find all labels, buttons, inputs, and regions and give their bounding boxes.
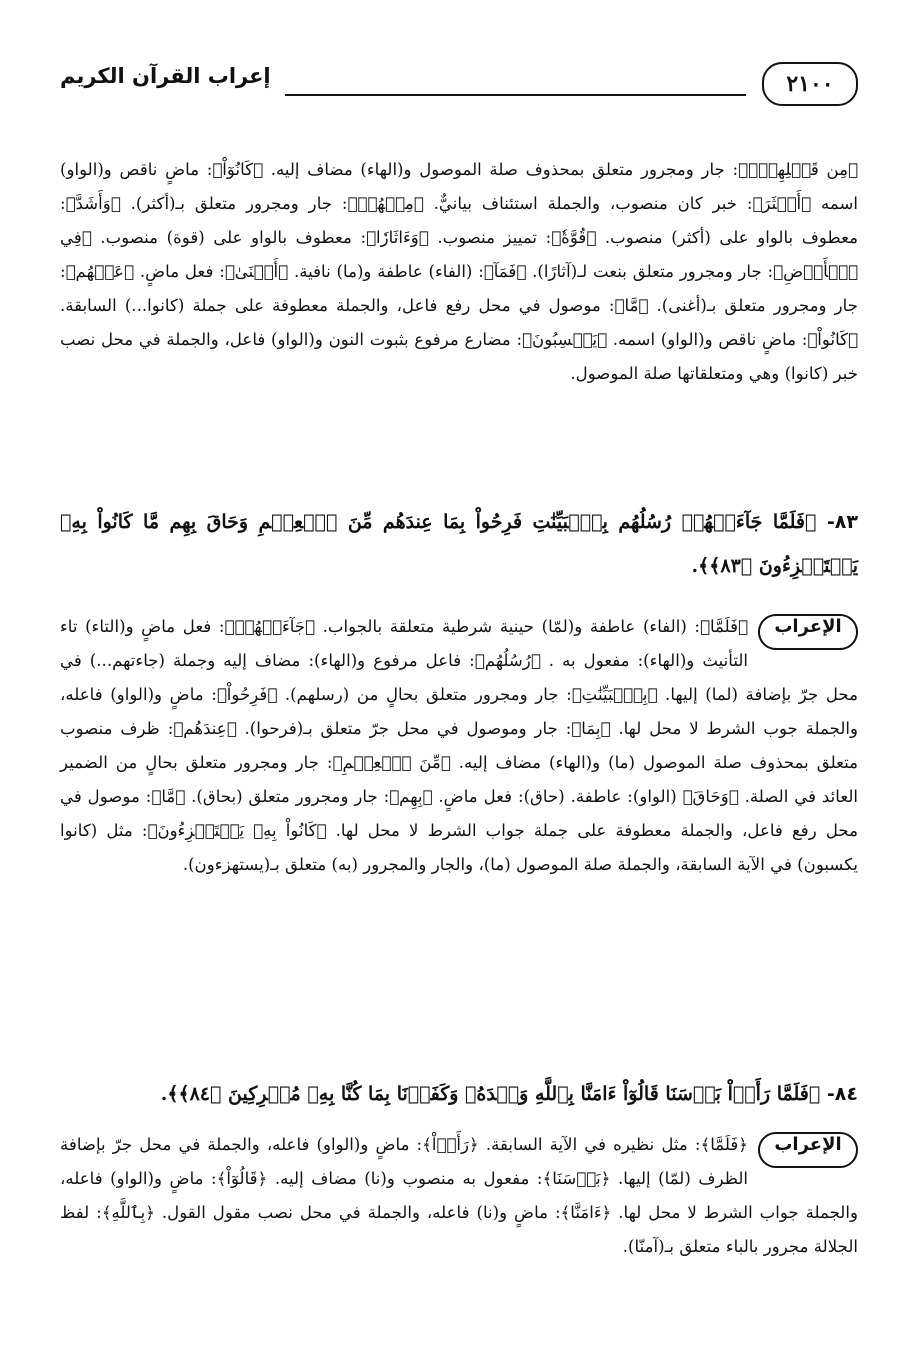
verse-83 [60,500,858,596]
verse-text: ﴿فَلَمَّا رَأَوۡاْ بَأۡسَنَا قَالُوٓاْ ءَامَنَّا بِٱللَّهِ وَحۡدَهُۥ وَكَفَرۡنَا بِمَا كُنَّا بِهِۦ مُشۡرِكِينَ ﴿٨٤﴾﴾. [160,1083,821,1105]
page-header [60,62,858,108]
irab-block-83 [60,610,858,1040]
verse-number: ٨٣- [826,511,858,533]
verse-84 [60,1072,858,1122]
book-title: إعراب القرآن الكريم [60,64,271,88]
page-number: ٢١٠٠ [762,62,858,106]
header-rule [285,94,746,96]
verse-number: ٨٤- [826,1083,858,1105]
irab-label: الإعراب [758,1132,858,1168]
paragraph-continued: ﴿مِن قَبۡلِهِمۡۚ﴾: جار ومجرور متعلق بمحذوف صلة الموصول و(الهاء) مضاف إليه. ﴿كَانُوٓاْ﴾: ماضٍ ناقص و(الواو) اسمه ﴿أَكۡثَرَ﴾: خبر كان منصوب، والجملة استئناف بيانيٌّ. ﴿مِنۡهُمۡ﴾: جار ومجرور متعلق بـ(أكثر). ﴿وَأَشَدَّ﴾: معطوف بالواو على (أكثر) منصوب. ﴿قُوَّةٗ﴾: تمييز منصوب. ﴿وَءَاثَارٗا﴾: معطوف بالواو على (قوة) منصوب. ﴿فِي ٱلۡأَرۡضِ﴾: جار ومجرور متعلق بنعت لـ(آثارًا). ﴿فَمَآ﴾: (الفاء) عاطفة و(ما) نافية. ﴿أَغۡنَىٰ﴾: فعل ماضٍ. ﴿عَنۡهُم﴾: جار ومجرور متعلق بـ(أغنى). ﴿مَّا﴾: موصول في محل رفع فاعل، والجملة معطوفة على جملة (كانوا...) السابقة. ﴿كَانُواْ﴾: ماضٍ ناقص و(الواو) اسمه. ﴿يَكۡسِبُونَ﴾: مضارع مرفوع بثبوت النون و(الواو) فاعل، والجملة في محل نصب خبر (كانوا) وهي ومتعلقاتها صلة الموصول. [60,159,858,383]
irab-text: ﴿فَلَمَّا﴾: مثل نظيره في الآية السابقة. ﴿رَأَوۡاْ﴾: ماضٍ و(الواو) فاعله، والجملة في محل جرّ بإضافة الظرف (لمّا) إليها. ﴿بَأۡسَنَا﴾: مفعول به منصوب و(نا) مضاف إليه. ﴿قَالُوٓاْ﴾: ماضٍ و(الواو) فاعله، والجملة جواب الشرط لا محل لها. ﴿ءَامَنَّا﴾: ماضٍ و(نا) فاعله، والجملة في محل نصب مقول القول. ﴿بِٱللَّهِ﴾: لفظ الجلالة مجرور بالباء متعلق بـ(آمنّا). [60,1135,858,1256]
irab-block-84 [60,1128,858,1308]
irab-text: ﴿فَلَمَّا﴾: (الفاء) عاطفة و(لمّا) حينية شرطية متعلقة بالجواب. ﴿جَآءَتۡهُمۡ﴾: فعل ماضٍ و(التاء) تاء التأنيث و(الهاء): مفعول به . ﴿رُسُلُهُم﴾: فاعل مرفوع و(الهاء): مضاف إليه وجملة (جاءتهم...) في محل جرّ بإضافة (لما) إليها. ﴿بِٱلۡبَيِّنَٰتِ﴾: جار ومجرور متعلق بحالٍ من (رسلهم). ﴿فَرِحُواْ﴾: ماضٍ و(الواو) فاعله، والجملة جوب الشرط لا محل لها. ﴿بِمَا﴾: جار وموصول في محل جرّ متعلق بـ(فرحوا). ﴿عِندَهُم﴾: ظرف منصوب متعلق بمحذوف صلة الموصول (ما) و(الهاء) مضاف إليه. ﴿مِّنَ ٱلۡعِلۡمِ﴾: جار ومجرور متعلق بحالٍ من الضمير العائد في الصلة. ﴿وَحَاقَ﴾ (الواو): عاطفة. (حاق): فعل ماضٍ. ﴿بِهِم﴾: جار ومجرور متعلق (بحاق). ﴿مَّا﴾: موصول في محل رفع فاعل، والجملة معطوفة على جملة جواب الشرط لا محل لها. ﴿كَانُواْ بِهِۦ يَسۡتَهۡزِءُونَ﴾: مثل (كانوا يكسبون) في الآية السابقة، والجملة صلة الموصول (ما)، والجار والمجرور (به) متعلق بـ(يستهزءون). [60,617,858,874]
irab-label: الإعراب [758,614,858,650]
verse-text: ﴿فَلَمَّا جَآءَتۡهُمۡ رُسُلُهُم بِٱلۡبَيِّنَٰتِ فَرِحُواْ بِمَا عِندَهُم مِّنَ ٱلۡعِلۡمِ وَحَاقَ بِهِم مَّا كَانُواْ بِهِۦ يَسۡتَهۡزِءُونَ ﴿٨٣﴾﴾. [60,511,858,577]
